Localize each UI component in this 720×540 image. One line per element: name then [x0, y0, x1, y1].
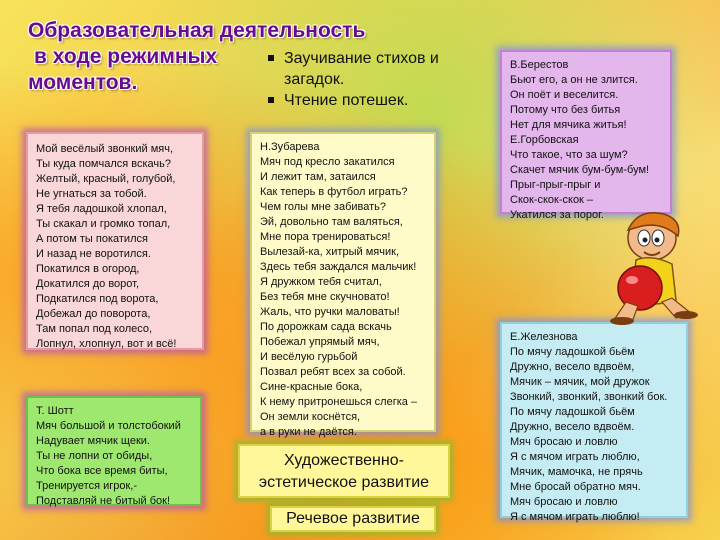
- poem-line: Позвал ребят всех за собой.: [260, 366, 406, 378]
- poem-line: Вылезай-ка, хитрый мячик,: [260, 246, 399, 258]
- poem-line: Эй, довольно там валяться,: [260, 216, 403, 228]
- poem-card-ball: [26, 132, 204, 350]
- poem-line: Побежал упрямый мяч,: [260, 336, 380, 348]
- poem-line: Мне бросай обратно мяч.: [510, 481, 641, 493]
- poem-line: Звонкий, звонкий, звонкий бок.: [510, 391, 668, 403]
- poem-line: Я дружком тебя считал,: [260, 276, 382, 288]
- poem-line: Тренируется игрок,-: [36, 480, 138, 492]
- poem-line: Что бока все время биты,: [36, 465, 168, 477]
- poem-line: Бьют его, а он не злится.: [510, 74, 638, 86]
- poem-line: Чем голы мне забивать?: [260, 201, 386, 213]
- poem-line: Я с мячом играть люблю,: [510, 451, 640, 463]
- poem-line: Дружно, весело вдвоём.: [510, 421, 635, 433]
- poem-line: Как теперь в футбол играть?: [260, 186, 408, 198]
- poem-line: А потом ты покатился: [36, 233, 148, 245]
- poem-line: Н.Зубарева: [260, 141, 320, 153]
- poem-line: Мне пора тренироваться!: [260, 231, 391, 243]
- poem-card-zubareva: [250, 132, 436, 438]
- poem-line: И назад не воротился.: [36, 248, 151, 260]
- poem-line: Докатился до ворот,: [36, 278, 140, 290]
- poem-line: Е.Горбовская: [510, 134, 579, 146]
- poem-line: Мячик – мячик, мой дружок: [510, 376, 650, 388]
- poem-line: По мячу ладошкой бьём: [510, 406, 635, 418]
- poem-line: Скок-скок-скок –: [510, 194, 594, 206]
- poem-line: Мяч большой и толстобокий: [36, 420, 181, 432]
- poem-line: Не угнаться за тобой.: [36, 188, 147, 200]
- poem-line: По дорожкам сада вскачь: [260, 321, 392, 333]
- poem-line: Мой весёлый звонкий мяч,: [36, 143, 174, 155]
- title-line-1: Образовательная деятельность: [28, 19, 366, 42]
- poem-line: Сине-красные бока,: [260, 381, 363, 393]
- poem-card-berestov: [500, 50, 672, 221]
- poem-line: Лопнул, хлопнул, вот и всё!: [36, 338, 177, 350]
- poem-line: Скачет мячик бум-бум-бум!: [510, 164, 650, 176]
- poem-line: Надувает мячик щеки.: [36, 435, 150, 447]
- poem-line: Потому что без битья: [510, 104, 621, 116]
- poem-line: Т. Шотт: [36, 405, 74, 417]
- activity-list: [266, 48, 476, 111]
- poem-line: И весёлую гурьбой: [260, 351, 358, 363]
- poem-line: Здесь тебя заждался мальчик!: [260, 261, 417, 273]
- poem-line: Добежал до поворота,: [36, 308, 151, 320]
- poem-line: Прыг-прыг-прыг и: [510, 179, 601, 191]
- poem-line: Мяч бросаю и ловлю: [510, 436, 618, 448]
- poem-line: Я с мячом играть люблю!: [510, 511, 640, 523]
- poem-line: Желтый, красный, голубой,: [36, 173, 176, 185]
- poem-line: Там попал под колесо,: [36, 323, 153, 335]
- activity-item: Чтение потешек.: [266, 90, 476, 111]
- poem-line: Дружно, весело вдвоём,: [510, 361, 635, 373]
- poem-line: Подкатился под ворота,: [36, 293, 159, 305]
- boy-with-ball-illustration: [592, 208, 702, 326]
- poem-line: И лежит там, затаился: [260, 171, 376, 183]
- poem-line: В.Берестов: [510, 59, 569, 71]
- poem-line: Е.Железнова: [510, 331, 578, 343]
- poem-line: Ты куда помчался вскачь?: [36, 158, 172, 170]
- poem-line: Что такое, что за шум?: [510, 149, 628, 161]
- poem-line: Мячик, мамочка, не прячь: [510, 466, 643, 478]
- label-speech-development: Речевое развитие: [270, 506, 436, 532]
- poem-card-shott: [26, 396, 202, 506]
- title-line-2: в ходе режимных: [34, 45, 218, 68]
- poem-line: Покатился в огород,: [36, 263, 140, 275]
- poem-line: Я тебя ладошкой хлопал,: [36, 203, 167, 215]
- poem-line: Жаль, что ручки маловаты!: [260, 306, 400, 318]
- poem-line: Ты не лопни от обиды,: [36, 450, 153, 462]
- poem-line: Без тебя мне скучновато!: [260, 291, 390, 303]
- poem-line: а в руки не даётся.: [260, 426, 357, 438]
- poem-card-zheleznova: [500, 322, 688, 523]
- poem-line: К нему притронешься слегка –: [260, 396, 418, 408]
- label-art-aesthetic-development: Художественно-эстетическое развитие: [238, 444, 450, 498]
- poem-line: Нет для мячика житья!: [510, 119, 627, 131]
- poem-line: Он поёт и веселится.: [510, 89, 619, 101]
- poem-line: Он земли коснётся,: [260, 411, 361, 423]
- poem-line: По мячу ладошкой бьём: [510, 346, 635, 358]
- poem-line: Ты скакал и громко топал,: [36, 218, 171, 230]
- activity-item: Заучивание стихов и загадок.: [266, 48, 476, 90]
- title-line-3: моментов.: [28, 71, 138, 94]
- poem-line: Укатился за порог.: [510, 209, 604, 221]
- poem-line: Мяч под кресло закатился: [260, 156, 395, 168]
- poem-line: Мяч бросаю и ловлю: [510, 496, 618, 508]
- poem-line: Подставляй не битый бок!: [36, 495, 171, 507]
